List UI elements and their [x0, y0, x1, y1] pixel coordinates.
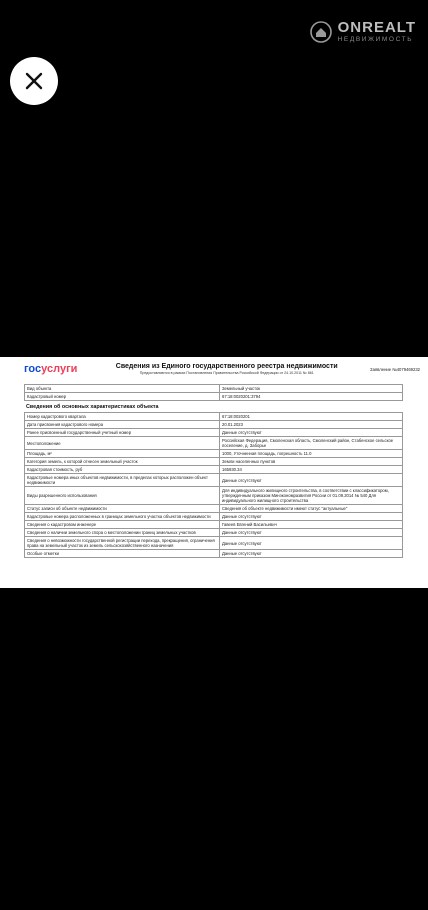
field-value: Сведения об объекте недвижимости имеют статус "актуальные": [220, 505, 403, 513]
field-value: Данные отсутствуют: [220, 550, 403, 558]
field-value: Данные отсутствуют: [220, 513, 403, 521]
field-value: Гавеев Евгений Васильевич: [220, 521, 403, 529]
field-label: Местоположение: [25, 437, 220, 450]
table-row: [25, 393, 403, 401]
object-table: [24, 384, 403, 401]
field-label: Виды разрешенного использования: [25, 487, 220, 505]
request-number: Заявление №4079469232: [370, 367, 420, 372]
field-label: Сведения о кадастровом инженере: [25, 521, 220, 529]
table-row: [25, 550, 403, 558]
table-row: [25, 474, 403, 487]
table-row: [25, 537, 403, 550]
field-value: 165930.34: [220, 466, 403, 474]
field-value: 67:18:0020201:3794: [220, 393, 403, 401]
field-label: Особые отметки: [25, 550, 220, 558]
field-value: 20.01.2023: [220, 421, 403, 429]
close-icon: [24, 71, 44, 91]
close-button[interactable]: [10, 57, 58, 105]
characteristics-table: [24, 412, 403, 558]
field-label: Вид объекта: [25, 385, 220, 393]
field-value: 67:18:0020201: [220, 413, 403, 421]
table-row: [25, 513, 403, 521]
house-pin-icon: [310, 21, 332, 43]
field-value: Российская Федерация, Смоленская область, Смоленский район, Стабенское сельское поселение, д. Заборье: [220, 437, 403, 450]
field-value: Данные отсутствуют: [220, 537, 403, 550]
field-label: Дата присвоения кадастрового номера: [25, 421, 220, 429]
gosuslugi-logo: госуслуги: [24, 363, 78, 375]
table-row: [25, 385, 403, 393]
field-value: 1000, Уточненная площадь, погрешность 11.0: [220, 450, 403, 458]
table-row: [25, 487, 403, 505]
table-row: [25, 458, 403, 466]
field-label: Сведения о наличии земельного спора о местоположении границ земельных участков: [25, 529, 220, 537]
document-subtitle: Предоставляются в рамках Постановления Правительства Российской Федерации от 24.10.2011 № 861: [139, 371, 314, 375]
field-value: Земельный участок: [220, 385, 403, 393]
field-label: Площадь, м²: [25, 450, 220, 458]
field-label: Статус записи об объекте недвижимости: [25, 505, 220, 513]
table-row: [25, 437, 403, 450]
field-value: Данные отсутствуют: [220, 529, 403, 537]
field-label: Сведения о невозможности государственной регистрации перехода, прекращения, ограничения права на земельный участок из земель сельскохозяйственного назначения: [25, 537, 220, 550]
field-label: Номер кадастрового квартала: [25, 413, 220, 421]
watermark-brand: ONREALT: [337, 19, 416, 36]
field-value: Для индивидуального жилищного строительства, в соответствии с классификатором, утвержденным приказом Минэкономразвития России от 01.09.2014 № 540 Для индивидуального жилищного строительства: [220, 487, 403, 505]
field-value: Данные отсутствуют: [220, 429, 403, 437]
field-label: Кадастровые номера расположенных в границах земельного участка объектов недвижимости: [25, 513, 220, 521]
table-row: [25, 413, 403, 421]
table-row: [25, 421, 403, 429]
watermark-subtitle: НЕДВИЖИМОСТЬ: [337, 36, 414, 43]
field-value: Данные отсутствуют: [220, 474, 403, 487]
field-label: Ранее присвоенный государственный учетный номер: [25, 429, 220, 437]
field-label: Кадастровая стоимость, руб: [25, 466, 220, 474]
field-label: Кадастровый номер: [25, 393, 220, 401]
table-row: [25, 505, 403, 513]
table-row: [25, 466, 403, 474]
table-row: [25, 429, 403, 437]
document-header: [0, 357, 428, 384]
document-title: Сведения из Единого государственного реестра недвижимости: [115, 363, 338, 370]
table-row: [25, 529, 403, 537]
document-image: [0, 357, 428, 588]
onrealt-watermark: [310, 20, 416, 44]
section-title: Сведения об основных характеристиках объекта: [26, 404, 159, 410]
field-label: Категория земель, к которой отнесен земельный участок: [25, 458, 220, 466]
field-label: Кадастровые номера иных объектов недвижимости, в пределах которых расположен объект недвижимости: [25, 474, 220, 487]
field-value: Земли населенных пунктов: [220, 458, 403, 466]
table-row: [25, 521, 403, 529]
table-row: [25, 450, 403, 458]
